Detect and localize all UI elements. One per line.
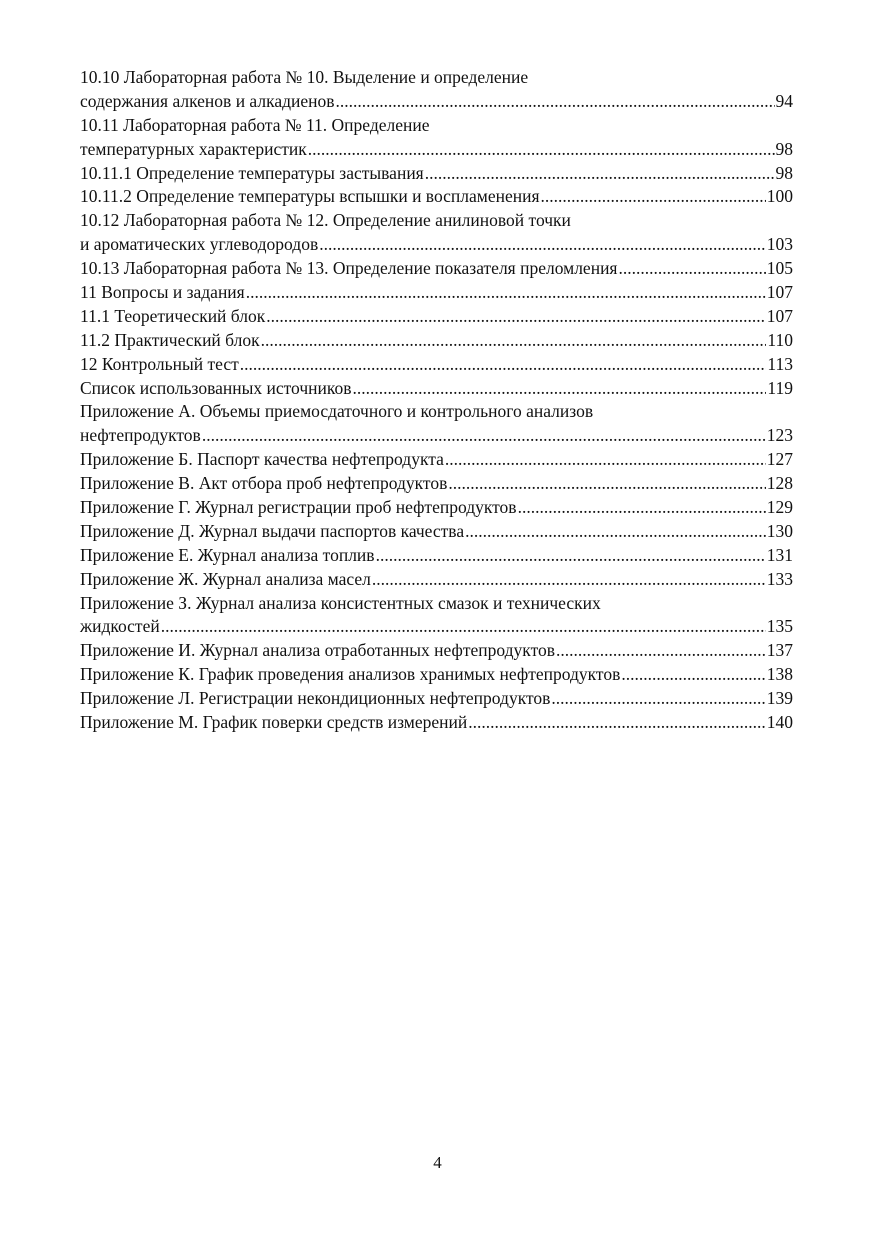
toc-leader-dots	[618, 257, 765, 281]
toc-leader-dots	[468, 711, 765, 735]
toc-entry-line	[80, 687, 793, 711]
toc-entry-title: 10.11.2 Определение температуры вспышки и воспламенения	[80, 186, 540, 207]
toc-entry-line	[80, 424, 793, 448]
toc-leader-dots	[161, 615, 766, 639]
toc-page-number: 107	[766, 305, 793, 326]
toc-entry-title: 11.2 Практический блок	[80, 329, 260, 350]
toc-leader-dots	[202, 424, 766, 448]
toc-entry-title: нефтепродуктов	[80, 425, 201, 446]
toc-page-number: 98	[775, 162, 793, 183]
toc-entry-title: Приложение Л. Регистрации некондиционных нефтепродуктов	[80, 688, 551, 709]
toc-entry-line	[80, 353, 793, 377]
table-of-contents	[80, 66, 793, 735]
toc-page-number: 127	[766, 449, 793, 470]
toc-entry-title-line: 10.10 Лабораторная работа № 10. Выделение и определение	[80, 67, 529, 87]
toc-page-number: 137	[766, 640, 793, 661]
toc-leader-dots	[551, 687, 765, 711]
toc-page-number: 128	[766, 473, 793, 494]
toc-leader-dots	[445, 448, 766, 472]
toc-entry[interactable]	[80, 663, 793, 687]
toc-page-number: 140	[766, 712, 793, 733]
toc-entry-title: содержания алкенов и алкадиенов	[80, 90, 335, 111]
toc-page-number: 135	[766, 616, 793, 637]
toc-entry-title: температурных характеристик	[80, 138, 307, 159]
toc-page-number: 110	[767, 329, 793, 350]
toc-entry-line	[80, 544, 793, 568]
toc-page-number: 123	[766, 425, 793, 446]
toc-entry[interactable]	[80, 568, 793, 592]
toc-page-number: 103	[766, 234, 793, 255]
toc-entry[interactable]	[80, 472, 793, 496]
toc-entry[interactable]	[80, 711, 793, 735]
toc-entry-title: Приложение К. График проведения анализов хранимых нефтепродуктов	[80, 664, 621, 685]
toc-entry-title: Приложение И. Журнал анализа отработанных нефтепродуктов	[80, 640, 555, 661]
toc-entry-title: 12 Контрольный тест	[80, 353, 239, 374]
toc-entry-line	[80, 257, 793, 281]
toc-entry-line	[80, 639, 793, 663]
toc-entry-line	[80, 520, 793, 544]
toc-entry-line	[80, 377, 793, 401]
toc-entry-line	[80, 711, 793, 735]
toc-page-number: 94	[775, 90, 793, 111]
toc-entry-title: Приложение Ж. Журнал анализа масел	[80, 568, 371, 589]
toc-page-number: 98	[775, 138, 793, 159]
toc-leader-dots	[372, 568, 766, 592]
toc-entry-title-line: Приложение З. Журнал анализа консистентных смазок и технических	[80, 592, 601, 613]
toc-entry-title: 11 Вопросы и задания	[80, 282, 245, 303]
toc-leader-dots	[556, 639, 766, 663]
toc-leader-dots	[336, 90, 775, 114]
toc-entry[interactable]	[80, 639, 793, 663]
toc-entry-line	[80, 568, 793, 592]
toc-entry-title: Приложение В. Акт отбора проб нефтепродуктов	[80, 473, 448, 494]
toc-entry[interactable]	[80, 353, 793, 377]
toc-entry-line	[80, 496, 793, 520]
toc-entry-title: Приложение Д. Журнал выдачи паспортов качества	[80, 520, 465, 541]
toc-page-number: 139	[766, 688, 793, 709]
toc-page-number: 131	[766, 544, 793, 565]
toc-entry[interactable]	[80, 496, 793, 520]
toc-page-number: 138	[766, 664, 793, 685]
toc-leader-dots	[376, 544, 766, 568]
toc-entry[interactable]	[80, 305, 793, 329]
toc-leader-dots	[246, 281, 766, 305]
toc-entry-line	[80, 472, 793, 496]
toc-leader-dots	[308, 138, 775, 162]
toc-entry[interactable]	[80, 66, 793, 114]
toc-entry-line	[80, 162, 793, 186]
toc-entry[interactable]	[80, 592, 793, 640]
toc-entry-title: и ароматических углеводородов	[80, 234, 319, 255]
toc-entry-title: 10.11.1 Определение температуры застывания	[80, 162, 424, 183]
toc-entry[interactable]	[80, 185, 793, 209]
toc-entry[interactable]	[80, 209, 793, 257]
toc-entry-title: Список использованных источников	[80, 377, 352, 398]
toc-entry-title: 11.1 Теоретический блок	[80, 305, 266, 326]
toc-leader-dots	[518, 496, 766, 520]
toc-entry-title: Приложение Г. Журнал регистрации проб нефтепродуктов	[80, 497, 517, 518]
toc-leader-dots	[448, 472, 765, 496]
toc-page-number: 130	[766, 520, 793, 541]
toc-entry-line	[80, 663, 793, 687]
toc-entry[interactable]	[80, 281, 793, 305]
toc-leader-dots	[541, 185, 766, 209]
toc-entry-line	[80, 281, 793, 305]
toc-page-number: 100	[766, 186, 793, 207]
toc-entry-line	[80, 329, 793, 353]
toc-leader-dots	[425, 162, 775, 186]
toc-entry-line	[80, 185, 793, 209]
toc-entry-title: Приложение М. График поверки средств измерений	[80, 712, 468, 733]
toc-entry-line	[80, 138, 793, 162]
toc-leader-dots	[465, 520, 766, 544]
toc-entry-title: Приложение Б. Паспорт качества нефтепродукта	[80, 449, 444, 470]
toc-entry[interactable]	[80, 448, 793, 472]
toc-page-number: 119	[767, 377, 793, 398]
toc-leader-dots	[621, 663, 765, 687]
toc-leader-dots	[240, 353, 767, 377]
page-number: 4	[433, 1153, 442, 1172]
toc-entry-title-line: 10.12 Лабораторная работа № 12. Определение анилиновой точки	[80, 210, 571, 231]
toc-entry-title: 10.13 Лабораторная работа № 13. Определение показателя преломления	[80, 258, 618, 279]
toc-entry[interactable]	[80, 377, 793, 401]
toc-entry-title: жидкостей	[80, 616, 160, 637]
toc-entry[interactable]	[80, 687, 793, 711]
toc-leader-dots	[353, 377, 767, 401]
toc-page-number: 105	[766, 258, 793, 279]
toc-entry[interactable]	[80, 400, 793, 448]
toc-entry-title-line: 10.11 Лабораторная работа № 11. Определение	[80, 114, 430, 135]
toc-page-number: 133	[766, 568, 793, 589]
toc-page-number: 129	[766, 497, 793, 518]
toc-entry-line	[80, 233, 793, 257]
toc-entry-line	[80, 448, 793, 472]
toc-entry[interactable]	[80, 257, 793, 281]
toc-entry[interactable]	[80, 162, 793, 186]
toc-entry-line	[80, 615, 793, 639]
toc-entry-line	[80, 305, 793, 329]
toc-page-number: 107	[766, 282, 793, 303]
toc-entry-title: Приложение Е. Журнал анализа топлив	[80, 544, 375, 565]
toc-entry-title-line: Приложение А. Объемы приемосдаточного и контрольного анализов	[80, 401, 594, 422]
toc-entry[interactable]	[80, 520, 793, 544]
toc-leader-dots	[266, 305, 765, 329]
toc-leader-dots	[261, 329, 767, 353]
toc-entry[interactable]	[80, 544, 793, 568]
toc-entry-line	[80, 90, 793, 114]
toc-entry[interactable]	[80, 114, 793, 162]
toc-entry[interactable]	[80, 329, 793, 353]
toc-leader-dots	[319, 233, 766, 257]
toc-page-number: 113	[767, 353, 793, 374]
